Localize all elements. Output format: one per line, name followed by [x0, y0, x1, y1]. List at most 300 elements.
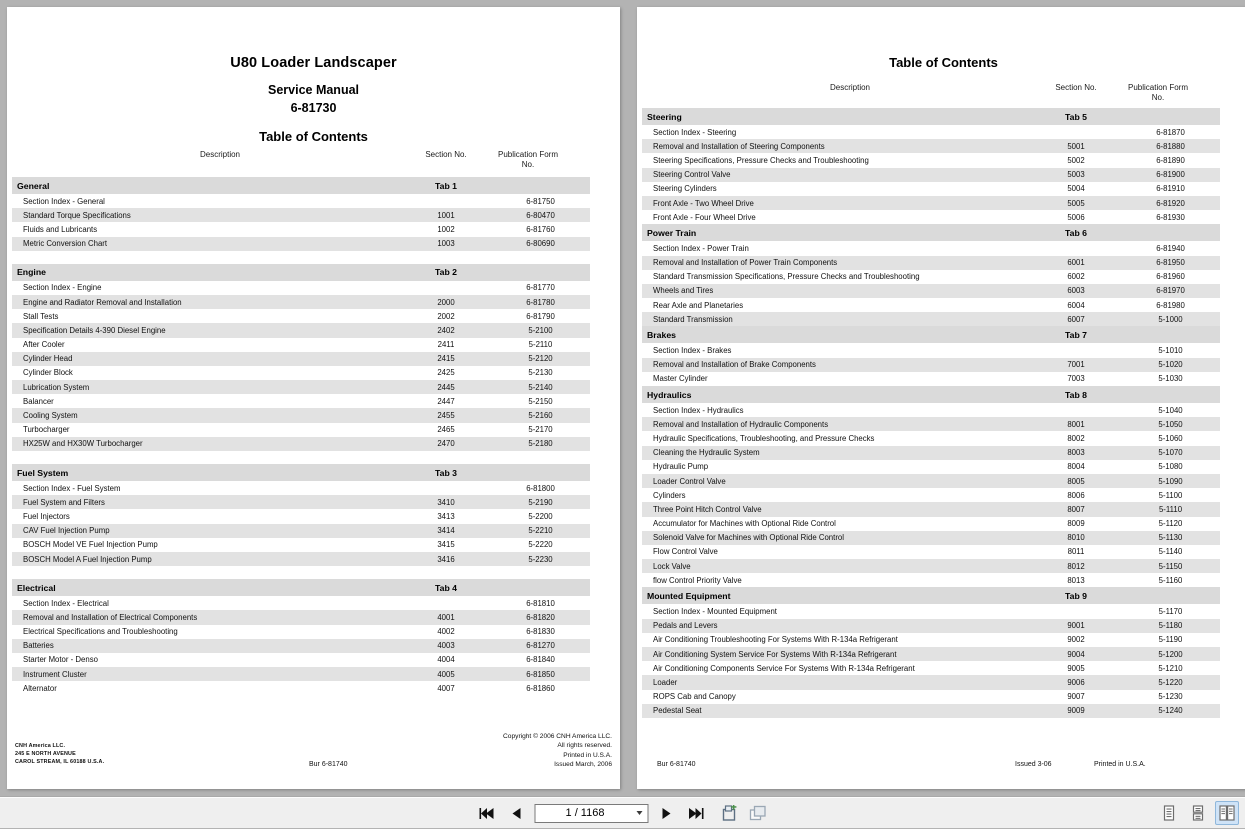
toc-row-section-no: 8006 — [1031, 488, 1121, 502]
pdf-page-left[interactable] — [7, 7, 620, 789]
toc-section-header — [642, 224, 1220, 241]
toc-row-section-no: 6004 — [1031, 298, 1121, 312]
toc-row-section-no: 2455 — [401, 408, 491, 422]
pdf-page-right[interactable] — [637, 7, 1245, 789]
toc-row-publication-no: 6-81840 — [491, 653, 590, 667]
toc-row-description: Steering Control Valve — [642, 168, 1031, 182]
toc-row[interactable] — [642, 474, 1220, 488]
toc-row-publication-no: 5-2110 — [491, 338, 590, 352]
toc-row[interactable] — [12, 394, 590, 408]
toc-row-section-no: 5006 — [1031, 210, 1121, 224]
toc-row-description: Cylinder Head — [12, 352, 401, 366]
toc-row-section-no: 2000 — [401, 295, 491, 309]
toc-row-description: Standard Torque Specifications — [12, 208, 401, 222]
toc-row-publication-no: 5-1070 — [1121, 446, 1220, 460]
toc-section-header — [642, 326, 1220, 343]
toc-row-description: Air Conditioning Components Service For Systems With R-134a Refrigerant — [642, 661, 1031, 675]
toc-row[interactable] — [12, 208, 590, 222]
toc-section-gap — [12, 566, 590, 579]
toc-row-section-no: 9007 — [1031, 690, 1121, 704]
toc-row-description: Section Index - Electrical — [12, 596, 401, 610]
toc-row-section-no: 8009 — [1031, 517, 1121, 531]
toc-row-publication-no: 5-2120 — [491, 352, 590, 366]
toc-row-section-no: 4001 — [401, 610, 491, 624]
toc-row-publication-no: 5-1200 — [1121, 647, 1220, 661]
toc-row-publication-no: 6-81980 — [1121, 298, 1220, 312]
toc-row-section-no: 6001 — [1031, 256, 1121, 270]
next-page-button[interactable] — [655, 801, 677, 825]
toc-row[interactable] — [642, 431, 1220, 445]
toc-row-section-no — [401, 194, 491, 208]
toc-row-description: Alternator — [12, 681, 401, 695]
page-number-input[interactable] — [534, 804, 648, 823]
toc-row-description: Electrical Specifications and Troubleshooting — [12, 625, 401, 639]
toc-row-section-no: 6003 — [1031, 284, 1121, 298]
toc-row-description: Instrument Cluster — [12, 667, 401, 681]
toc-row[interactable] — [12, 338, 590, 352]
toc-row[interactable] — [642, 488, 1220, 502]
toc-row-publication-no: 6-80470 — [491, 208, 590, 222]
toc-row-publication-no: 6-81810 — [491, 596, 590, 610]
toc-row[interactable] — [12, 667, 590, 681]
toc-row-publication-no: 5-1080 — [1121, 460, 1220, 474]
toc-row-publication-no: 5-2130 — [491, 366, 590, 380]
toc-row-description: Rear Axle and Planetaries — [642, 298, 1031, 312]
toc-row-description: Hydraulic Pump — [642, 460, 1031, 474]
toc-row[interactable] — [642, 619, 1220, 633]
toc-section-publication — [491, 264, 590, 281]
toc-row[interactable] — [642, 675, 1220, 689]
toc-row[interactable] — [12, 552, 590, 566]
page-view-mode-group — [1157, 797, 1239, 829]
toc-row-section-no: 5003 — [1031, 168, 1121, 182]
toc-row-section-no: 9001 — [1031, 619, 1121, 633]
toc-row-publication-no: 5-2170 — [491, 423, 590, 437]
toc-row-description: ROPS Cab and Canopy — [642, 690, 1031, 704]
toc-row[interactable] — [642, 531, 1220, 545]
toc-row-publication-no: 5-1190 — [1121, 633, 1220, 647]
toc-row-description: Section Index - Hydraulics — [642, 403, 1031, 417]
toc-row[interactable] — [642, 298, 1220, 312]
toc-row-description: BOSCH Model A Fuel Injection Pump — [12, 552, 401, 566]
toc-row-publication-no: 5-2210 — [491, 524, 590, 538]
page-number-value: 1 / 1168 — [565, 807, 605, 819]
toc-row-description: Section Index - Power Train — [642, 241, 1031, 255]
toc-row-section-no — [401, 281, 491, 295]
toc-table-right — [642, 108, 1220, 718]
toc-row-section-no: 1001 — [401, 208, 491, 222]
toc-section-tab: Tab 2 — [401, 264, 491, 281]
toc-row-publication-no: 6-81880 — [1121, 139, 1220, 153]
toc-section-header — [642, 108, 1220, 125]
toc-row[interactable] — [642, 690, 1220, 704]
footer-bur-number: Bur 6-81740 — [309, 761, 348, 768]
toc-row[interactable] — [642, 256, 1220, 270]
toc-row[interactable] — [642, 647, 1220, 661]
toc-row-description: Loader Control Valve — [642, 474, 1031, 488]
toc-row[interactable] — [642, 661, 1220, 675]
toc-row-description: Removal and Installation of Brake Components — [642, 358, 1031, 372]
toc-row-publication-no: 6-81860 — [491, 681, 590, 695]
toc-row[interactable] — [642, 284, 1220, 298]
toc-table-left — [12, 177, 590, 695]
toc-row-section-no: 1002 — [401, 222, 491, 236]
toc-row-section-no: 2425 — [401, 366, 491, 380]
toc-row[interactable] — [642, 270, 1220, 284]
toc-row-section-no: 6007 — [1031, 312, 1121, 326]
toc-row-publication-no: 6-81270 — [491, 639, 590, 653]
toc-row[interactable] — [642, 460, 1220, 474]
toc-row[interactable] — [12, 481, 590, 495]
toc-row-description: Three Point Hitch Control Valve — [642, 502, 1031, 516]
toc-row[interactable] — [12, 408, 590, 422]
toc-row-publication-no: 5-1180 — [1121, 619, 1220, 633]
column-headers-right — [642, 81, 1220, 111]
toc-row-description: Engine and Radiator Removal and Installation — [12, 295, 401, 309]
toc-row-description: Fuel System and Filters — [12, 495, 401, 509]
toc-row[interactable] — [12, 323, 590, 337]
toc-row-description: flow Control Priority Valve — [642, 573, 1031, 587]
toc-row-section-no: 8012 — [1031, 559, 1121, 573]
toc-row[interactable] — [642, 153, 1220, 167]
toc-row-publication-no: 5-2150 — [491, 394, 590, 408]
toc-section-publication — [1121, 587, 1220, 604]
toc-row[interactable] — [12, 437, 590, 451]
toc-row-section-no: 2465 — [401, 423, 491, 437]
toc-row[interactable] — [12, 625, 590, 639]
toc-row-publication-no: 6-81820 — [491, 610, 590, 624]
toc-row-description: Cylinders — [642, 488, 1031, 502]
toc-row-publication-no: 6-81760 — [491, 222, 590, 236]
toc-section-name: Engine — [12, 264, 401, 281]
toc-row[interactable] — [642, 125, 1220, 139]
view-continuous-button[interactable] — [1186, 801, 1210, 825]
toc-row-section-no: 8003 — [1031, 446, 1121, 460]
toc-row-description: Removal and Installation of Steering Components — [642, 139, 1031, 153]
toc-row-section-no — [1031, 403, 1121, 417]
toc-row-description: Accumulator for Machines with Optional Ride Control — [642, 517, 1031, 531]
toc-row-section-no: 9005 — [1031, 661, 1121, 675]
copy-page-icon[interactable] — [747, 801, 769, 825]
toc-row-section-no — [1031, 343, 1121, 357]
toc-row[interactable] — [642, 604, 1220, 618]
toc-row-section-no: 2470 — [401, 437, 491, 451]
toc-row-section-no: 8007 — [1031, 502, 1121, 516]
toc-section-header — [12, 264, 590, 281]
toc-row-section-no: 8010 — [1031, 531, 1121, 545]
toc-row-section-no: 9002 — [1031, 633, 1121, 647]
toc-row-section-no: 3410 — [401, 495, 491, 509]
page-navigation-group — [476, 797, 769, 829]
toc-heading: Table of Contents — [259, 129, 368, 144]
toc-row[interactable] — [12, 237, 590, 251]
toc-section-tab: Tab 7 — [1031, 326, 1121, 343]
toc-section-name: Hydraulics — [642, 386, 1031, 403]
toc-section-name: Steering — [642, 108, 1031, 125]
toc-section-tab: Tab 3 — [401, 464, 491, 481]
toc-row-publication-no: 5-1130 — [1121, 531, 1220, 545]
toc-row-section-no: 4007 — [401, 681, 491, 695]
toc-section-header — [12, 579, 590, 596]
toc-row-description: Standard Transmission Specifications, Pressure Checks and Troubleshooting — [642, 270, 1031, 284]
toc-row-description: Section Index - Mounted Equipment — [642, 604, 1031, 618]
toc-row-publication-no: 5-2230 — [491, 552, 590, 566]
toc-row-publication-no: 5-1040 — [1121, 403, 1220, 417]
toc-row-section-no: 2445 — [401, 380, 491, 394]
toc-row-description: Balancer — [12, 394, 401, 408]
toc-row[interactable] — [12, 281, 590, 295]
toc-row[interactable] — [12, 380, 590, 394]
toc-row-publication-no: 5-1060 — [1121, 431, 1220, 445]
toc-row-publication-no: 6-81790 — [491, 309, 590, 323]
column-header-section-no: Section No. — [425, 150, 467, 159]
toc-row[interactable] — [642, 182, 1220, 196]
toc-row-publication-no: 5-2100 — [491, 323, 590, 337]
toc-row-publication-no: 5-1150 — [1121, 559, 1220, 573]
toc-row[interactable] — [642, 545, 1220, 559]
toc-row-section-no: 4003 — [401, 639, 491, 653]
toc-section-tab: Tab 8 — [1031, 386, 1121, 403]
toc-row-section-no: 5002 — [1031, 153, 1121, 167]
toc-section-tab: Tab 9 — [1031, 587, 1121, 604]
toc-row-publication-no: 6-81900 — [1121, 168, 1220, 182]
footer-copyright — [322, 732, 612, 769]
toc-row[interactable] — [642, 139, 1220, 153]
toc-row[interactable] — [12, 295, 590, 309]
toc-row[interactable] — [12, 194, 590, 208]
toc-row-description: Fluids and Lubricants — [12, 222, 401, 236]
page-title: U80 Loader Landscaper — [230, 55, 397, 71]
first-page-button[interactable] — [476, 801, 498, 825]
column-header-description-right: Description — [829, 83, 870, 92]
toc-section-publication — [491, 177, 590, 194]
toc-heading-right: Table of Contents — [889, 55, 998, 70]
toc-row-publication-no: 6-81850 — [491, 667, 590, 681]
toc-row[interactable] — [642, 403, 1220, 417]
toc-section-publication — [491, 464, 590, 481]
toc-row-section-no: 4004 — [401, 653, 491, 667]
toc-row-description: Removal and Installation of Power Train Components — [642, 256, 1031, 270]
column-header-publication-line1: Publication Form — [497, 150, 559, 159]
footer-printed-in: Printed in U.S.A. — [1094, 761, 1146, 768]
column-headers-left — [12, 148, 590, 178]
toc-row-section-no — [401, 481, 491, 495]
toc-row[interactable] — [12, 495, 590, 509]
toc-row-section-no: 3415 — [401, 538, 491, 552]
toc-section-publication — [491, 579, 590, 596]
toc-row-description: Pedestal Seat — [642, 704, 1031, 718]
toc-row-section-no: 3414 — [401, 524, 491, 538]
toc-row[interactable] — [12, 309, 590, 323]
footer-bur-number-right: Bur 6-81740 — [657, 761, 696, 768]
toc-row-section-no: 8004 — [1031, 460, 1121, 474]
toc-row-section-no: 8001 — [1031, 417, 1121, 431]
pdf-bottom-toolbar — [0, 796, 1245, 828]
toc-row-publication-no: 5-1030 — [1121, 372, 1220, 386]
toc-row-section-no: 2002 — [401, 309, 491, 323]
footer-copyright-line3: Printed in U.S.A. — [563, 751, 612, 759]
toc-section-name: Power Train — [642, 224, 1031, 241]
toc-row-description: Pedals and Levers — [642, 619, 1031, 633]
toc-row-description: Cylinder Block — [12, 366, 401, 380]
toc-row-section-no: 2415 — [401, 352, 491, 366]
toc-row-section-no: 7003 — [1031, 372, 1121, 386]
toc-row[interactable] — [642, 417, 1220, 431]
toc-section-tab: Tab 4 — [401, 579, 491, 596]
toc-row-publication-no: 6-81780 — [491, 295, 590, 309]
toc-section-publication — [1121, 224, 1220, 241]
toc-row[interactable] — [642, 446, 1220, 460]
toc-row-publication-no: 6-81940 — [1121, 241, 1220, 255]
toc-row[interactable] — [12, 524, 590, 538]
last-page-button[interactable] — [684, 801, 706, 825]
chevron-down-icon[interactable] — [636, 811, 642, 815]
view-single-page-button[interactable] — [1157, 801, 1181, 825]
footer-copyright-line4: Issued March, 2006 — [554, 761, 612, 769]
toc-row-publication-no: 5-1160 — [1121, 573, 1220, 587]
toc-row-description: Batteries — [12, 639, 401, 653]
toc-row[interactable] — [12, 596, 590, 610]
toc-row[interactable] — [12, 681, 590, 695]
toc-row-section-no: 2411 — [401, 338, 491, 352]
toc-row-publication-no: 6-81800 — [491, 481, 590, 495]
toc-row-section-no: 3416 — [401, 552, 491, 566]
toc-row-section-no: 8005 — [1031, 474, 1121, 488]
toc-row-publication-no: 5-2140 — [491, 380, 590, 394]
toc-row-section-no: 8002 — [1031, 431, 1121, 445]
toc-row-publication-no: 6-81930 — [1121, 210, 1220, 224]
toc-row-description: Section Index - Steering — [642, 125, 1031, 139]
toc-row-description: Starter Motor - Denso — [12, 653, 401, 667]
toc-row[interactable] — [12, 366, 590, 380]
toc-row-publication-no: 6-81960 — [1121, 270, 1220, 284]
footer-copyright-line2: All rights reserved. — [557, 742, 612, 750]
toc-row-publication-no: 5-1050 — [1121, 417, 1220, 431]
toc-row-publication-no: 5-2190 — [491, 495, 590, 509]
toc-row[interactable] — [12, 423, 590, 437]
toc-row-publication-no: 6-81890 — [1121, 153, 1220, 167]
toc-row-section-no: 7001 — [1031, 358, 1121, 372]
toc-row-description: Fuel Injectors — [12, 509, 401, 523]
toc-row[interactable] — [12, 610, 590, 624]
toc-row[interactable] — [642, 168, 1220, 182]
toc-row-section-no — [1031, 125, 1121, 139]
toc-row[interactable] — [642, 704, 1220, 718]
footer-issued-date: Issued 3-06 — [1015, 761, 1052, 768]
toc-row-description: Loader — [642, 675, 1031, 689]
previous-page-button[interactable] — [505, 801, 527, 825]
toc-row-section-no: 5005 — [1031, 196, 1121, 210]
toc-row[interactable] — [12, 352, 590, 366]
toc-row-description: Standard Transmission — [642, 312, 1031, 326]
toc-row[interactable] — [642, 358, 1220, 372]
toc-row-description: CAV Fuel Injection Pump — [12, 524, 401, 538]
toc-section-tab: Tab 5 — [1031, 108, 1121, 125]
toc-row[interactable] — [642, 372, 1220, 386]
toc-row-description: Flow Control Valve — [642, 545, 1031, 559]
toc-row-section-no: 9006 — [1031, 675, 1121, 689]
footer-company-city: CAROL STREAM, IL 60188 U.S.A. — [15, 758, 105, 765]
toc-row-description: Section Index - Brakes — [642, 343, 1031, 357]
toc-row[interactable] — [642, 343, 1220, 357]
toc-row-description: Removal and Installation of Hydraulic Components — [642, 417, 1031, 431]
toc-row[interactable] — [642, 241, 1220, 255]
toc-row-publication-no: 5-1240 — [1121, 704, 1220, 718]
toc-section-header — [12, 464, 590, 481]
toc-section-header — [642, 587, 1220, 604]
column-header-publication-line2-right: No. — [1151, 93, 1165, 102]
toc-row[interactable] — [642, 517, 1220, 531]
toc-row-description: Section Index - Engine — [12, 281, 401, 295]
toc-row-publication-no: 5-1220 — [1121, 675, 1220, 689]
toc-row-section-no: 4002 — [401, 625, 491, 639]
toc-row-description: Stall Tests — [12, 309, 401, 323]
toc-row-description: Removal and Installation of Electrical Components — [12, 610, 401, 624]
toc-row-section-no: 5004 — [1031, 182, 1121, 196]
toc-row-description: Section Index - General — [12, 194, 401, 208]
toc-section-gap — [12, 451, 590, 464]
toc-row[interactable] — [642, 633, 1220, 647]
toc-row[interactable] — [642, 210, 1220, 224]
toc-row-description: Specification Details 4-390 Diesel Engine — [12, 323, 401, 337]
toc-row-publication-no: 5-1170 — [1121, 604, 1220, 618]
toc-row-description: Lubrication System — [12, 380, 401, 394]
toc-row-publication-no: 6-80690 — [491, 237, 590, 251]
toc-row-publication-no: 5-1020 — [1121, 358, 1220, 372]
toc-row-description: Lock Valve — [642, 559, 1031, 573]
toc-row[interactable] — [12, 509, 590, 523]
toc-row-publication-no: 5-2220 — [491, 538, 590, 552]
toc-row-description: HX25W and HX30W Turbocharger — [12, 437, 401, 451]
toc-row-section-no — [401, 596, 491, 610]
toc-row[interactable] — [642, 573, 1220, 587]
toc-row-publication-no: 5-1090 — [1121, 474, 1220, 488]
toc-section-publication — [1121, 326, 1220, 343]
toc-section-tab: Tab 1 — [401, 177, 491, 194]
toc-row-description: Section Index - Fuel System — [12, 481, 401, 495]
toc-row[interactable] — [12, 653, 590, 667]
toc-section-publication — [1121, 386, 1220, 403]
toc-row[interactable] — [642, 312, 1220, 326]
toc-row-description: Master Cylinder — [642, 372, 1031, 386]
toc-row[interactable] — [12, 639, 590, 653]
toc-row-publication-no: 6-81750 — [491, 194, 590, 208]
footer-company-name: CNH America LLC. — [15, 743, 66, 749]
toc-row-description: Air Conditioning Troubleshooting For Systems With R-134a Refrigerant — [642, 633, 1031, 647]
add-bookmark-icon[interactable] — [718, 801, 740, 825]
toc-row-publication-no: 6-81770 — [491, 281, 590, 295]
toc-row[interactable] — [12, 538, 590, 552]
footer-copyright-line1: Copyright © 2006 CNH America LLC. — [503, 733, 612, 740]
view-two-page-button[interactable] — [1215, 801, 1239, 825]
toc-row[interactable] — [642, 502, 1220, 516]
toc-section-publication — [1121, 108, 1220, 125]
toc-row-section-no: 4005 — [401, 667, 491, 681]
toc-row[interactable] — [12, 222, 590, 236]
toc-row[interactable] — [642, 559, 1220, 573]
toc-row-description: Wheels and Tires — [642, 284, 1031, 298]
toc-row[interactable] — [642, 196, 1220, 210]
toc-row-description: Solenoid Valve for Machines with Optional Ride Control — [642, 531, 1031, 545]
toc-row-publication-no: 6-81920 — [1121, 196, 1220, 210]
toc-row-publication-no: 6-81950 — [1121, 256, 1220, 270]
toc-row-section-no: 9009 — [1031, 704, 1121, 718]
document-subtitle: Service Manual — [267, 83, 359, 97]
toc-row-publication-no: 5-1140 — [1121, 545, 1220, 559]
toc-row-section-no: 1003 — [401, 237, 491, 251]
toc-row-publication-no: 5-1110 — [1121, 502, 1220, 516]
column-header-section-no-right: Section No. — [1055, 83, 1097, 92]
